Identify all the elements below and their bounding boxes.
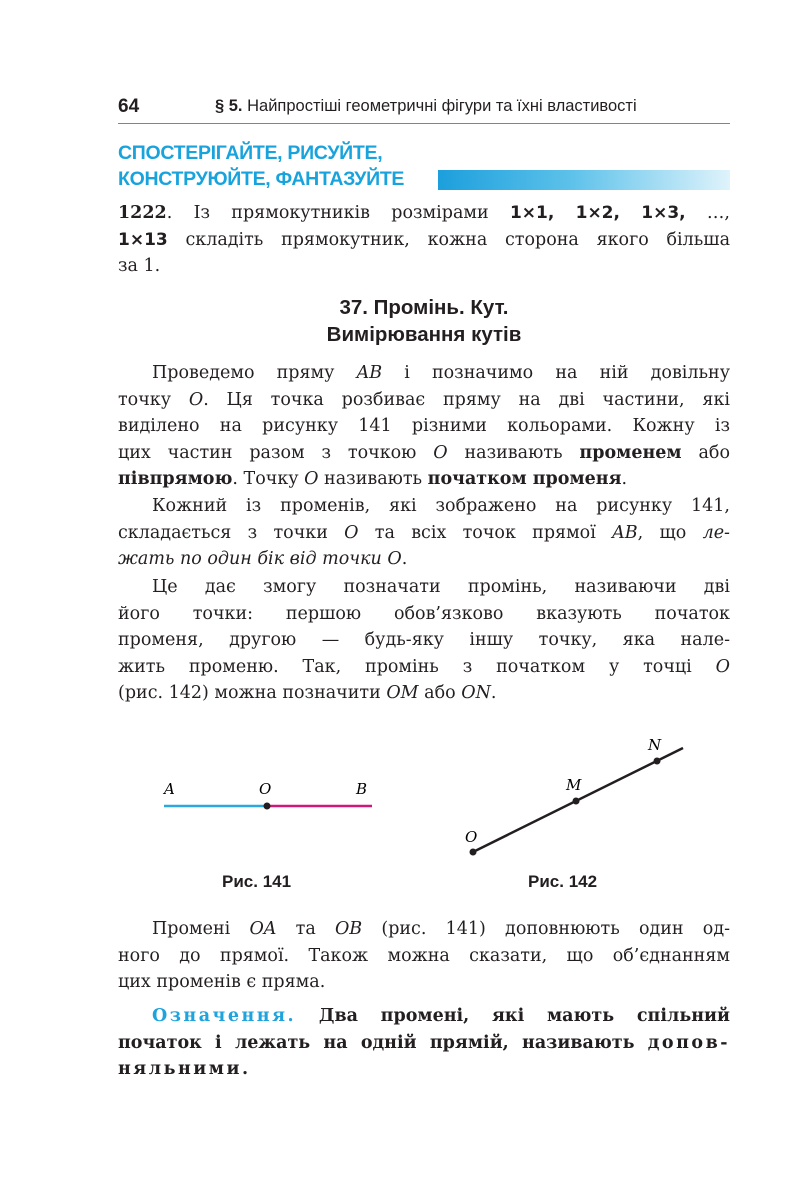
label-n: N [648,736,662,754]
definition-text: початок і лежать на одній прямій, називають [118,1032,648,1053]
definition [118,1003,730,1083]
p2-text: . [401,549,408,569]
p1-text: . [621,469,628,489]
p1-text: Проведемо пряму [152,363,357,383]
p1-o: O [304,469,319,489]
p3-text: (рис. 142) можна позначити [118,683,387,703]
definition-term: допов- [647,1032,730,1053]
p1-o: O [188,389,204,410]
figure-142 [465,736,683,856]
section-mark: § 5. [215,97,243,115]
problem-text-2: складіть прямокутник, кожна сторона якого більша [167,229,730,250]
point-o [264,803,271,810]
p3-om: OM [386,683,419,703]
p1-text: або [681,442,730,463]
p1-text: називають [318,469,428,489]
term-pochatok: початком променя [427,469,622,489]
size-2: 1×2, [575,203,620,223]
p2-text: , що [637,522,703,543]
p3-text: . [490,683,497,703]
point-o [470,849,477,856]
p1-text: . Точку [232,469,305,489]
point-m [573,798,580,805]
size-1: 1×1, [509,203,555,223]
p4-text: Промені [152,919,250,939]
caption-fig-141: Рис. 141 [222,872,292,891]
section-title: Найпростіші геометричні фігури та їхні властивості [247,97,637,115]
page-number: 64 [118,96,140,117]
p3-o: O [715,656,730,677]
problem-text-1: . Із прямокутників розмірами [166,203,510,223]
p3-text: жить променю. Так, промінь з початком у точці [118,656,716,677]
p1-text: цих частин разом з точкою [118,442,434,463]
p1-text: і позначимо на ній довільну [382,363,730,383]
p2-o: O [344,522,359,543]
p1-text: називають [447,442,580,463]
p4-ob: OB [334,919,363,939]
paragraph-4 [118,916,730,996]
label-o: O [465,828,478,846]
p4-text: (рис. 141) доповнюють один од- [362,919,731,939]
term-promin: променем [579,442,682,463]
term-napivpryama: півпрямою [118,469,233,489]
figure-141 [162,780,372,810]
label-a: A [164,780,175,798]
p2-italic: жать по один бік від точки [118,549,388,569]
p3-on: ON [461,683,491,703]
problem-ellipsis: …, [706,203,730,223]
banner-line-2: КОНСТРУЮЙТЕ, ФАНТАЗУЙТЕ [118,168,405,190]
p2-ab: AB [612,522,638,543]
p2-italic: ле- [702,522,730,543]
heading-line-2: Вимірювання кутів [326,323,522,346]
problem-text-3: за 1. [118,256,161,276]
p2-text: Кожний із променів, які зображено на рисунку 141, [152,496,730,516]
heading-line-1: 37. Промінь. Кут. [339,296,509,319]
label-m: M [566,776,582,794]
p3-text: променя, другою — будь-яку іншу точку, яка нале- [118,630,730,650]
point-n [654,758,661,765]
p4-oa: OA [249,919,277,939]
p3-text: Це дає змогу позначати промінь, називаючи дві [152,577,730,597]
banner-line-1: СПОСТЕРІГАЙТЕ, РИСУЙТЕ, [118,142,383,164]
definition-label: Означення. [152,1006,297,1026]
p4-text: та [276,919,335,939]
definition-text: . [241,1059,249,1079]
caption-fig-142: Рис. 142 [528,872,598,891]
p2-text: складається з точки [118,522,345,543]
p2-o: O [387,549,402,569]
p2-text: та всіх точок прямої [358,522,613,543]
p1-o: O [433,442,448,463]
label-b: B [356,780,368,798]
size-last: 1×13 [118,229,168,250]
p1-ab: AB [356,363,383,383]
size-3: 1×3, [641,203,686,223]
definition-text: Два промені, які мають спільний [296,1006,730,1026]
p4-text: ного до прямої. Також можна сказати, що об’єднанням [118,945,730,966]
p1-text: виділено на рисунку 141 різними кольорами. Кожну із [118,416,730,436]
definition-term: няльними [118,1059,242,1079]
label-o: O [259,780,272,798]
p3-text: або [418,683,462,703]
p1-text: точку [118,389,189,410]
p4-text: цих променів є пряма. [118,972,326,992]
p1-text: . Ця точка розбиває пряму на дві частини, які [203,389,730,410]
problem-number: 1222 [118,203,167,223]
p3-text: його точки: першою обов’язково вказують початок [118,603,730,624]
